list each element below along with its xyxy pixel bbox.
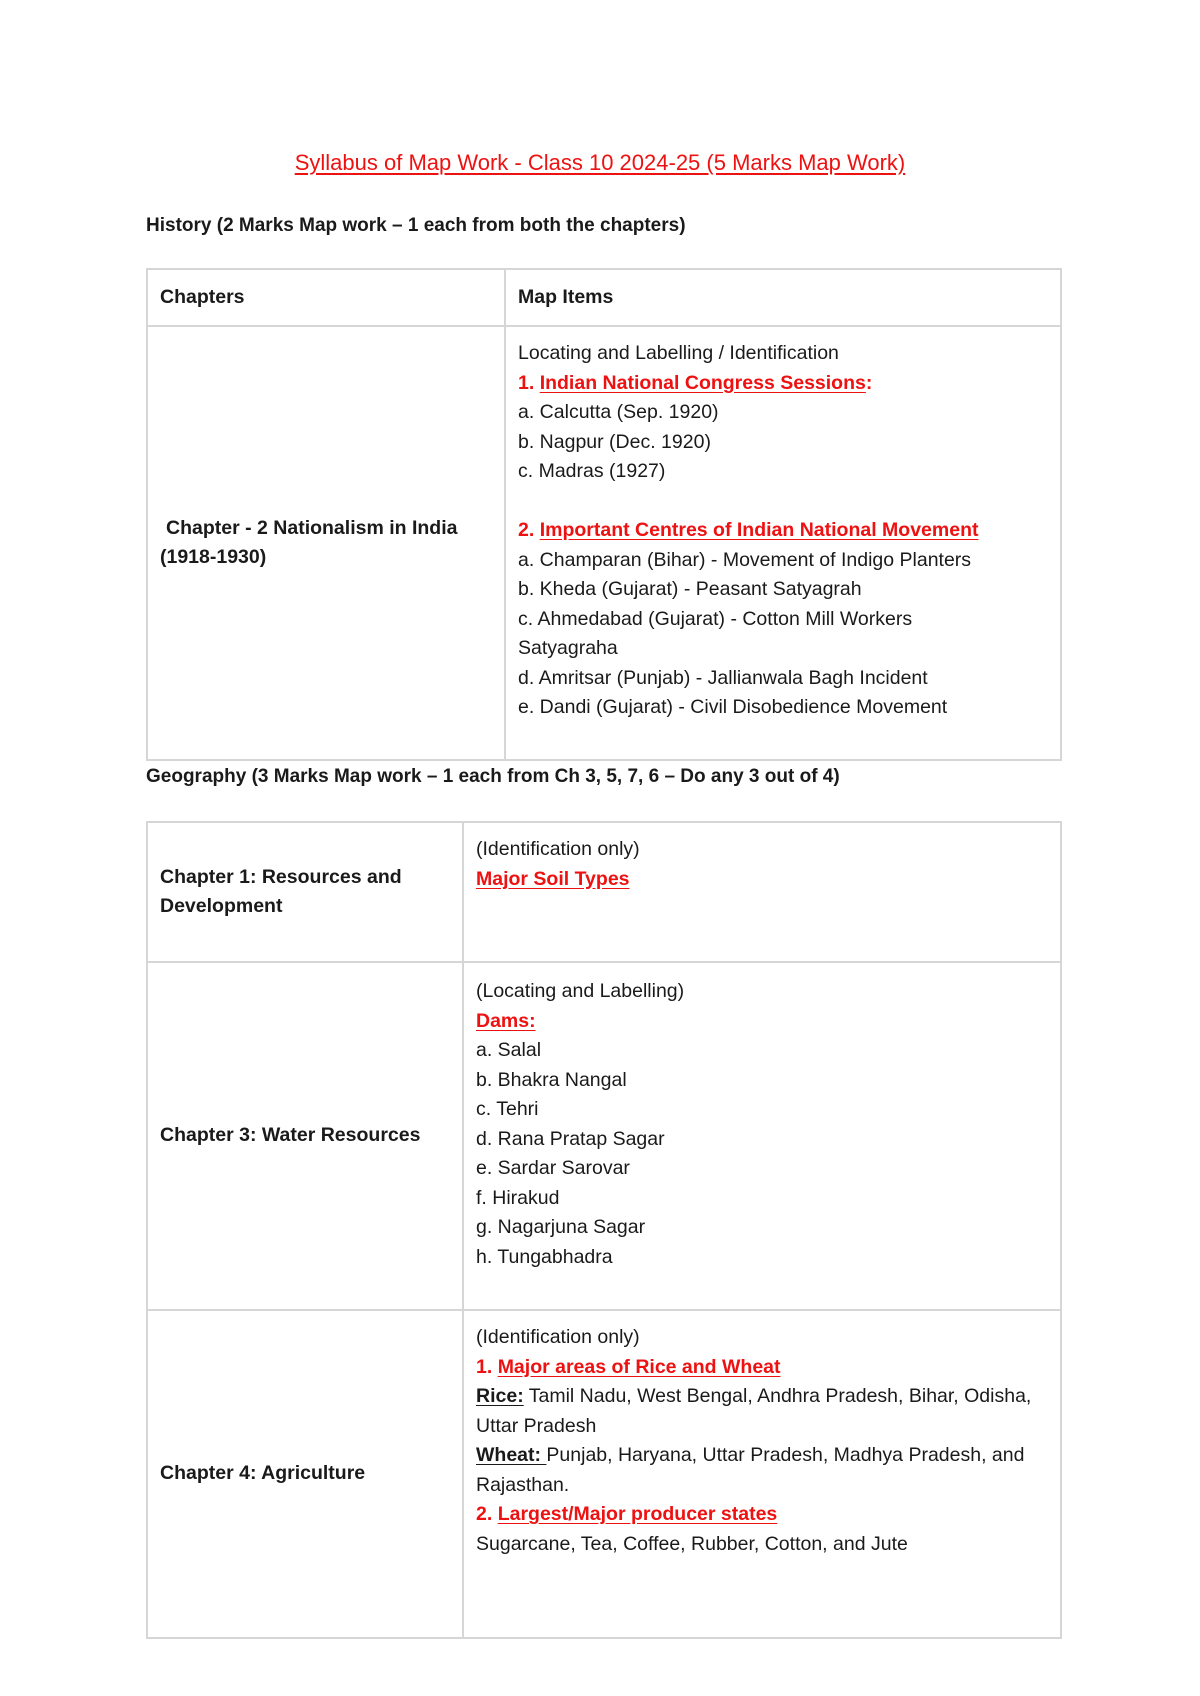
group-suffix: : [865, 371, 873, 394]
group-title: Largest/Major producer states [497, 1503, 778, 1525]
wheat-line [476, 1441, 1048, 1500]
wheat-text: Punjab, Haryana, Uttar Pradesh, Madhya Pradesh, and Rajasthan. [476, 1444, 1025, 1496]
list-item: b. Kheda (Gujarat) - Peasant Satyagrah [518, 578, 862, 600]
table-row [147, 962, 1061, 1310]
chapter-cell: Chapter 1: Resources and Development [147, 822, 463, 962]
group-heading [476, 1353, 1048, 1383]
group-title: Dams: [476, 1009, 536, 1032]
map-items-cell [463, 962, 1061, 1310]
group-number: 2. [518, 519, 535, 541]
page-title: Syllabus of Map Work - Class 10 2024-25 (5 Marks Map Work) [294, 150, 906, 175]
group-number: 1. [518, 371, 535, 394]
list-item: c. Madras (1927) [518, 460, 666, 482]
list-item: e. Sardar Sarovar [476, 1157, 630, 1179]
group-title: Major Soil Types [476, 867, 630, 890]
header-chapters: Chapters [147, 269, 505, 326]
group-title: Important Centres of Indian National Movement [539, 519, 979, 541]
list-item: a. Calcutta (Sep. 1920) [518, 401, 719, 423]
items-intro: (Locating and Labelling) [476, 980, 685, 1002]
list-item: f. Hirakud [476, 1186, 560, 1209]
rice-text: Tamil Nadu, West Bengal, Andhra Pradesh, Bihar, Odisha, Uttar Pradesh [476, 1385, 1032, 1437]
wheat-label: Wheat: [476, 1444, 547, 1466]
chapter-cell [147, 326, 505, 760]
list-item: b. Bhakra Nangal [476, 1068, 627, 1091]
list-item: d. Rana Pratap Sagar [476, 1127, 665, 1150]
items-intro: (Identification only) [476, 1326, 640, 1348]
list-item: b. Nagpur (Dec. 1920) [518, 430, 711, 453]
chapter-cell: Chapter 4: Agriculture [147, 1310, 463, 1638]
geography-heading: Geography (3 Marks Map work – 1 each from Ch 3, 5, 7, 6 – Do any 3 out of 4) [146, 766, 840, 787]
list-item: a. Salal [476, 1039, 542, 1061]
group-heading [518, 369, 1048, 399]
history-heading: History (2 Marks Map work – 1 each from both the chapters) [146, 215, 686, 236]
map-items-cell [505, 326, 1061, 760]
list-item: h. Tungabhadra [476, 1245, 613, 1268]
table-row [147, 326, 1061, 760]
map-items-cell [463, 822, 1061, 962]
table-row [147, 822, 1061, 962]
items-intro: Locating and Labelling / Identification [518, 342, 839, 364]
list-item: c. Ahmedabad (Gujarat) - Cotton Mill Workers [518, 607, 913, 630]
rice-line [476, 1382, 1048, 1441]
blank-line [518, 487, 1048, 517]
chapter-cell: Chapter 3: Water Resources [147, 962, 463, 1310]
chapter-label: Chapter - 2 Nationalism in India (1918-1930) [160, 516, 458, 568]
group-heading [518, 516, 1048, 546]
group-title: Indian National Congress Sessions [539, 371, 866, 394]
header-map-items: Map Items [505, 269, 1061, 326]
list-item: c. Tehri [476, 1098, 539, 1120]
list-item: Satyagraha [518, 637, 618, 659]
group-title: Major areas of Rice and Wheat [497, 1355, 781, 1378]
history-table [146, 268, 1062, 761]
list-item: g. Nagarjuna Sagar [476, 1216, 646, 1238]
list-item: e. Dandi (Gujarat) - Civil Disobedience Movement [518, 696, 948, 718]
table-header-row [147, 269, 1061, 326]
items-intro: (Identification only) [476, 838, 640, 860]
list-item: a. Champaran (Bihar) - Movement of Indigo Planters [518, 548, 972, 571]
geography-table [146, 821, 1062, 1639]
list-item: d. Amritsar (Punjab) - Jallianwala Bagh Incident [518, 666, 928, 689]
rice-label: Rice: [476, 1385, 524, 1407]
table-row [147, 1310, 1061, 1638]
list-item: Sugarcane, Tea, Coffee, Rubber, Cotton, and Jute [476, 1532, 908, 1555]
group-number: 2. [476, 1503, 493, 1525]
group-number: 1. [476, 1355, 493, 1378]
group-heading [476, 1500, 1048, 1530]
map-items-cell [463, 1310, 1061, 1638]
